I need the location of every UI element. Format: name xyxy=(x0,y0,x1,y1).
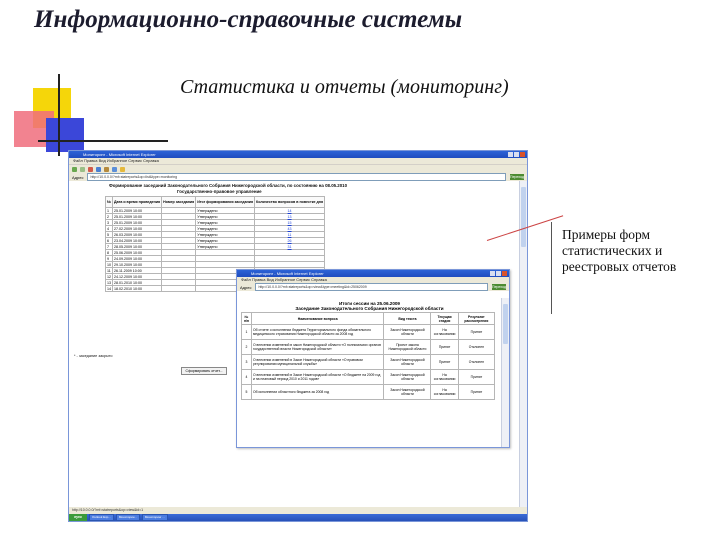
table-cell: 9 xyxy=(106,256,113,262)
table-cell: Утверждено xyxy=(196,238,255,244)
table-cell: 24.09.2009 10:00 xyxy=(113,256,162,262)
vertical-scrollbar[interactable] xyxy=(501,298,509,447)
table-cell: 6 xyxy=(106,238,113,244)
table-cell: 29.10.2009 10:00 xyxy=(113,262,162,268)
table-row xyxy=(242,355,495,370)
window-titlebar xyxy=(237,270,509,277)
column-header: Количество вопросов в повестке дня xyxy=(255,197,325,208)
callout-divider xyxy=(551,222,552,314)
forward-icon[interactable] xyxy=(80,167,85,172)
table-cell: 4 xyxy=(106,226,113,232)
table-cell: О внесении изменений в закон Нижегородской области «О полномочиях органов государственной власти Нижегородской области» xyxy=(251,340,384,355)
table-cell: Принят xyxy=(458,370,494,385)
table-cell: 13 xyxy=(107,280,111,285)
table-cell: О внесении изменений в Закон Нижегородской области «О правовом регулировании муниципальной службы» xyxy=(251,355,384,370)
table-cell: На согласовании xyxy=(431,385,458,400)
column-header: № п/п xyxy=(242,313,252,325)
close-button[interactable] xyxy=(502,271,507,276)
taskbar-item[interactable]: Outlook Exp... xyxy=(89,514,114,521)
favorites-icon[interactable] xyxy=(120,167,125,172)
column-header: Результат рассмотрения xyxy=(458,313,494,325)
report-subtitle: Заседание Законодательного Собрания Нижегородской области xyxy=(295,306,444,311)
go-button[interactable]: Переход xyxy=(510,175,524,179)
status-bar: http://10.0.0.0/?mf=statreports&op=view&id=1 xyxy=(69,507,527,514)
table-cell: 27.02.2009 10:00 xyxy=(113,226,162,232)
start-button[interactable]: пуск xyxy=(69,514,87,521)
table-cell: 23.04.2009 10:00 xyxy=(113,238,162,244)
table-cell: 28.01.2010 10:00 xyxy=(113,280,162,286)
table-cell: Закон Нижегородской области xyxy=(384,325,431,340)
maximize-button[interactable] xyxy=(514,152,519,157)
table-cell: Принят xyxy=(458,385,494,400)
table-cell: 2 xyxy=(242,340,252,355)
scrollbar-thumb[interactable] xyxy=(503,304,508,344)
scrollbar-thumb[interactable] xyxy=(521,187,526,247)
table-cell: Утверждено xyxy=(196,226,255,232)
table-cell: 3 xyxy=(242,355,252,370)
back-icon[interactable] xyxy=(72,167,77,172)
table-cell: Закон Нижегородской области xyxy=(384,370,431,385)
table-cell: 11 xyxy=(107,268,111,273)
toolbar xyxy=(69,164,527,173)
table-cell: Об исполнении областного бюджета за 2008 год xyxy=(251,385,384,400)
table-cell: 24.12.2009 10:00 xyxy=(113,274,162,280)
close-button[interactable] xyxy=(520,152,525,157)
address-bar xyxy=(69,173,527,181)
table-cell: 28.05.2009 10:00 xyxy=(113,244,162,250)
table-cell: 2 xyxy=(106,214,113,220)
table-cell: 25.01.2009 10:00 xyxy=(113,220,162,226)
report-subtitle: Государственно-правовое управление xyxy=(177,189,262,194)
table-cell: 14 xyxy=(107,286,111,291)
address-input[interactable]: http://10.0.0.0/?mf=statreports&op=view&type=meeting&id=25062009 xyxy=(255,283,488,291)
home-icon[interactable] xyxy=(104,167,109,172)
callout-note: Примеры форм статистических и реестровых отчетов xyxy=(562,227,677,274)
page-content xyxy=(237,299,502,447)
table-cell[interactable]: 26 xyxy=(255,238,325,244)
table-cell: На согласовании xyxy=(431,325,458,340)
table-row xyxy=(242,370,495,385)
refresh-icon[interactable] xyxy=(96,167,101,172)
column-header: Текущая стадия xyxy=(431,313,458,325)
table-cell: Утверждено xyxy=(196,220,255,226)
table-cell: 18.02.2010 10:00 xyxy=(113,286,162,292)
generate-report-button[interactable]: Сформировать отчет... xyxy=(181,367,227,375)
table-cell: 8 xyxy=(106,250,113,256)
table-cell: 1 xyxy=(106,208,113,214)
table-cell: 5 xyxy=(106,232,113,238)
table-cell: 26.03.2009 10:00 xyxy=(113,232,162,238)
table-cell: Об отчете о исполнении бюджета Территориального фонда обязательного медицинского страхования Нижегородской области за 2008 год xyxy=(251,325,384,340)
window-title: Мониторинг - Microsoft Internet Explorer xyxy=(251,271,324,276)
table-cell: Отклонен xyxy=(458,355,494,370)
go-button[interactable]: Переход xyxy=(492,285,506,289)
minimize-button[interactable] xyxy=(490,271,495,276)
stop-icon[interactable] xyxy=(88,167,93,172)
table-cell xyxy=(162,286,196,292)
table-cell[interactable]: 14 xyxy=(255,208,325,214)
slide-title: Информационно-справочные системы xyxy=(34,6,463,33)
table-cell[interactable]: 31 xyxy=(255,244,325,250)
address-input[interactable]: http://10.0.0.0/?mf=statreports&op=list&type=monitoring xyxy=(87,173,506,181)
column-header: Дата и время проведения xyxy=(113,197,162,208)
table-row xyxy=(242,325,495,340)
address-bar xyxy=(237,283,509,291)
minimize-button[interactable] xyxy=(508,152,513,157)
taskbar-item[interactable]: Мониторинг ... xyxy=(142,514,168,521)
table-cell: Отклонен xyxy=(458,340,494,355)
column-header: № xyxy=(106,197,113,208)
search-icon[interactable] xyxy=(112,167,117,172)
table-row xyxy=(242,385,495,400)
table-cell: Принят xyxy=(431,355,458,370)
table-cell: 7 xyxy=(106,244,113,250)
table-cell: 1 xyxy=(242,325,252,340)
column-header: Наименование вопроса xyxy=(251,313,384,325)
table-cell[interactable]: 13 xyxy=(255,214,325,220)
table-cell: 10 xyxy=(107,262,111,267)
table-cell[interactable]: 43 xyxy=(255,226,325,232)
table-cell: Закон Нижегородской области xyxy=(384,355,431,370)
table-cell: 3 xyxy=(106,220,113,226)
table-cell[interactable]: 11 xyxy=(255,232,325,238)
maximize-button[interactable] xyxy=(496,271,501,276)
table-cell: 5 xyxy=(242,385,252,400)
table-cell: 25.06.2009 10:00 xyxy=(113,250,162,256)
table-row xyxy=(242,340,495,355)
address-label: Адрес xyxy=(240,284,252,290)
table-cell[interactable]: 15 xyxy=(255,220,325,226)
column-header: Вид текста xyxy=(384,313,431,325)
table-cell: Утверждено xyxy=(196,208,255,214)
table-cell: Принят xyxy=(431,340,458,355)
window-titlebar xyxy=(69,151,527,158)
menu-bar[interactable]: Файл Правка Вид Избранное Сервис Справка xyxy=(69,158,527,164)
table-cell: 26.11.2009 10:00 xyxy=(113,268,162,274)
taskbar-item[interactable]: Мониторин... xyxy=(116,514,140,521)
menu-bar[interactable]: Файл Правка Вид Избранное Сервис Справка xyxy=(237,277,509,283)
report-title: Формирование заседаний Законодательного Собрания Нижегородской области, по состоянию на 08.05.2010 xyxy=(109,183,348,188)
table-cell: Утверждено xyxy=(196,244,255,250)
address-label: Адрес xyxy=(72,174,84,180)
decor-blue-square xyxy=(46,118,84,152)
report-table xyxy=(241,312,495,400)
table-cell: Принят xyxy=(458,325,494,340)
slide-subtitle: Статистика и отчеты (мониторинг) xyxy=(180,76,509,98)
decor-horizontal-line xyxy=(38,140,168,142)
table-cell: На согласовании xyxy=(431,370,458,385)
table-cell: Утверждено xyxy=(196,214,255,220)
table-cell: 12 xyxy=(107,274,111,279)
legend-note: * - заседание закрыто xyxy=(74,354,113,358)
table-cell: 25.01.2009 10:00 xyxy=(113,214,162,220)
browser-window-overlay xyxy=(236,269,510,448)
report-title: Итоги сессии на 25.06.2009 xyxy=(339,301,400,306)
window-title: Мониторинг - Microsoft Internet Explorer xyxy=(83,152,156,157)
taskbar xyxy=(69,514,527,521)
column-header: Итог формирования заседания xyxy=(196,197,255,208)
table-cell: Закон Нижегородской области xyxy=(384,385,431,400)
decor-vertical-line xyxy=(58,74,60,156)
table-cell: 4 xyxy=(242,370,252,385)
column-header: Номер заседания xyxy=(162,197,196,208)
table-cell: Проект закона Нижегородской области xyxy=(384,340,431,355)
table-cell: Утверждено xyxy=(196,232,255,238)
table-cell: О внесении изменений в Закон Нижегородской области «О бюджете на 2009 год и на плановый период 2010 и 2011 годов» xyxy=(251,370,384,385)
table-cell: 25.01.2009 10:00 xyxy=(113,208,162,214)
